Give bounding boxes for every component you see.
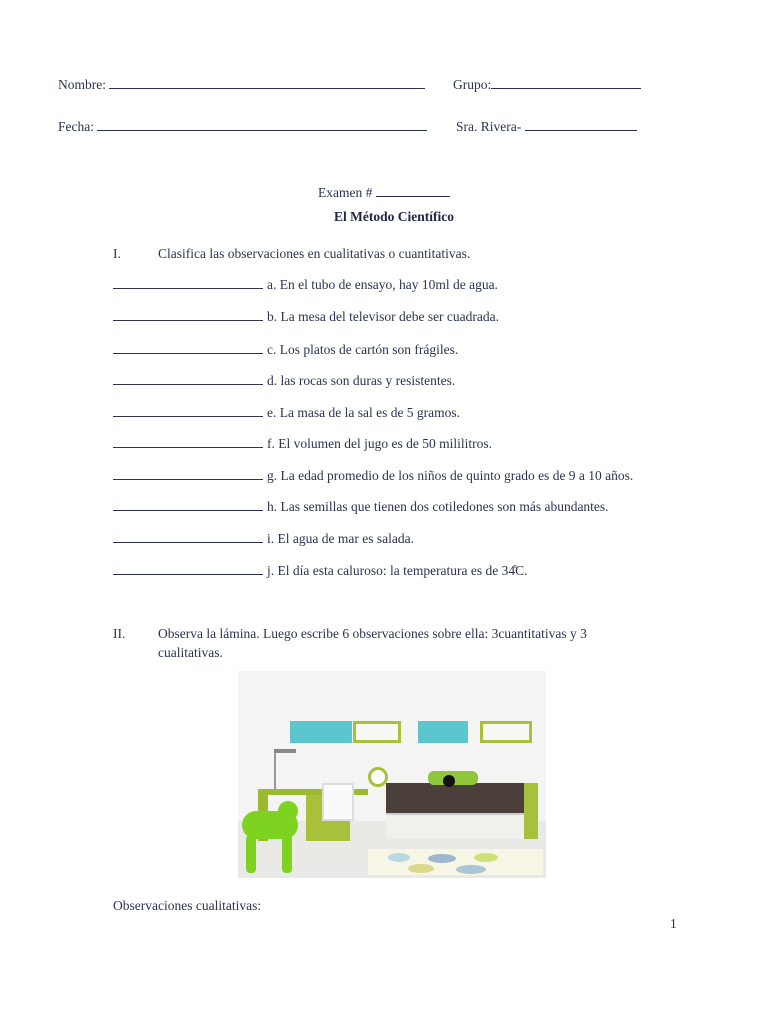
answer-blank[interactable]	[113, 530, 263, 543]
list-item	[113, 530, 414, 547]
item-text: i. El agua de mar es salada.	[267, 531, 414, 546]
list-item	[113, 308, 499, 325]
green-shelf-right	[480, 721, 532, 743]
list-item	[113, 498, 609, 515]
answer-blank[interactable]	[113, 276, 263, 289]
item-text: h. Las semillas que tienen dos cotiledones son más abundantes.	[267, 499, 609, 514]
part2-numeral: II.	[113, 626, 126, 641]
item-text: f. El volumen del jugo es de 50 mililitros.	[267, 436, 492, 451]
fecha-field	[58, 118, 427, 135]
item-text: d. las rocas son duras y resistentes.	[267, 373, 456, 388]
nombre-field	[58, 76, 425, 93]
answer-blank[interactable]	[113, 562, 263, 575]
answer-blank[interactable]	[113, 372, 263, 385]
exam-number	[318, 184, 450, 201]
exam-title: El Método Científico	[334, 209, 454, 224]
toy	[443, 775, 455, 787]
part2-instruction-line2: cualitativas.	[158, 645, 223, 660]
teacher-blank[interactable]	[525, 118, 637, 131]
answer-blank[interactable]	[113, 435, 263, 448]
part2-instruction-line1: Observa la lámina. Luego escribe 6 observaciones sobre ella: 3cuantitativas y 3	[158, 626, 587, 641]
teacher-field	[456, 118, 637, 135]
cyan-shelf-left	[290, 721, 352, 743]
list-item	[113, 404, 460, 421]
exam-number-label: Examen #	[318, 185, 373, 200]
grupo-field	[453, 76, 641, 93]
answer-blank[interactable]	[113, 498, 263, 511]
list-item	[113, 562, 528, 579]
observations-label: Observaciones cualitativas:	[113, 898, 262, 913]
nombre-label: Nombre:	[58, 77, 106, 92]
list-item	[113, 435, 492, 452]
list-item	[113, 276, 498, 293]
desk-lamp	[274, 751, 276, 791]
teacher-label: Sra. Rivera-	[456, 119, 522, 134]
item-text: g. La edad promedio de los niños de quinto grado es de 9 a 10 años.	[267, 468, 634, 483]
grupo-label: Grupo:	[453, 77, 492, 92]
page-number: 1	[670, 916, 677, 931]
green-shelf-left	[353, 721, 401, 743]
item-text: c. Los platos de cartón son frágiles.	[267, 342, 459, 357]
item-text: j. El día esta caluroso: la temperatura es de 34̊C.	[267, 563, 528, 578]
item-text: b. La mesa del televisor debe ser cuadrada.	[267, 309, 500, 324]
answer-blank[interactable]	[113, 404, 263, 417]
bedroom-photo	[238, 671, 546, 878]
answer-blank[interactable]	[113, 341, 263, 354]
answer-blank[interactable]	[113, 308, 263, 321]
clock	[368, 767, 388, 787]
list-item	[113, 372, 455, 389]
part1-numeral: I.	[113, 246, 121, 261]
item-text: a. En el tubo de ensayo, hay 10ml de agua.	[267, 277, 498, 292]
bed-mattress	[386, 783, 536, 813]
fecha-blank[interactable]	[97, 118, 427, 131]
exam-number-blank[interactable]	[376, 184, 450, 197]
cyan-shelf-right	[418, 721, 468, 743]
nombre-blank[interactable]	[109, 76, 425, 89]
chair	[322, 783, 354, 821]
fecha-label: Fecha:	[58, 119, 94, 134]
grupo-blank[interactable]	[491, 76, 641, 89]
list-item	[113, 341, 458, 358]
list-item	[113, 467, 633, 484]
answer-blank[interactable]	[113, 467, 263, 480]
part1-instruction: Clasifica las observaciones en cualitativas o cuantitativas.	[158, 246, 471, 261]
item-text: e. La masa de la sal es de 5 gramos.	[267, 405, 461, 420]
